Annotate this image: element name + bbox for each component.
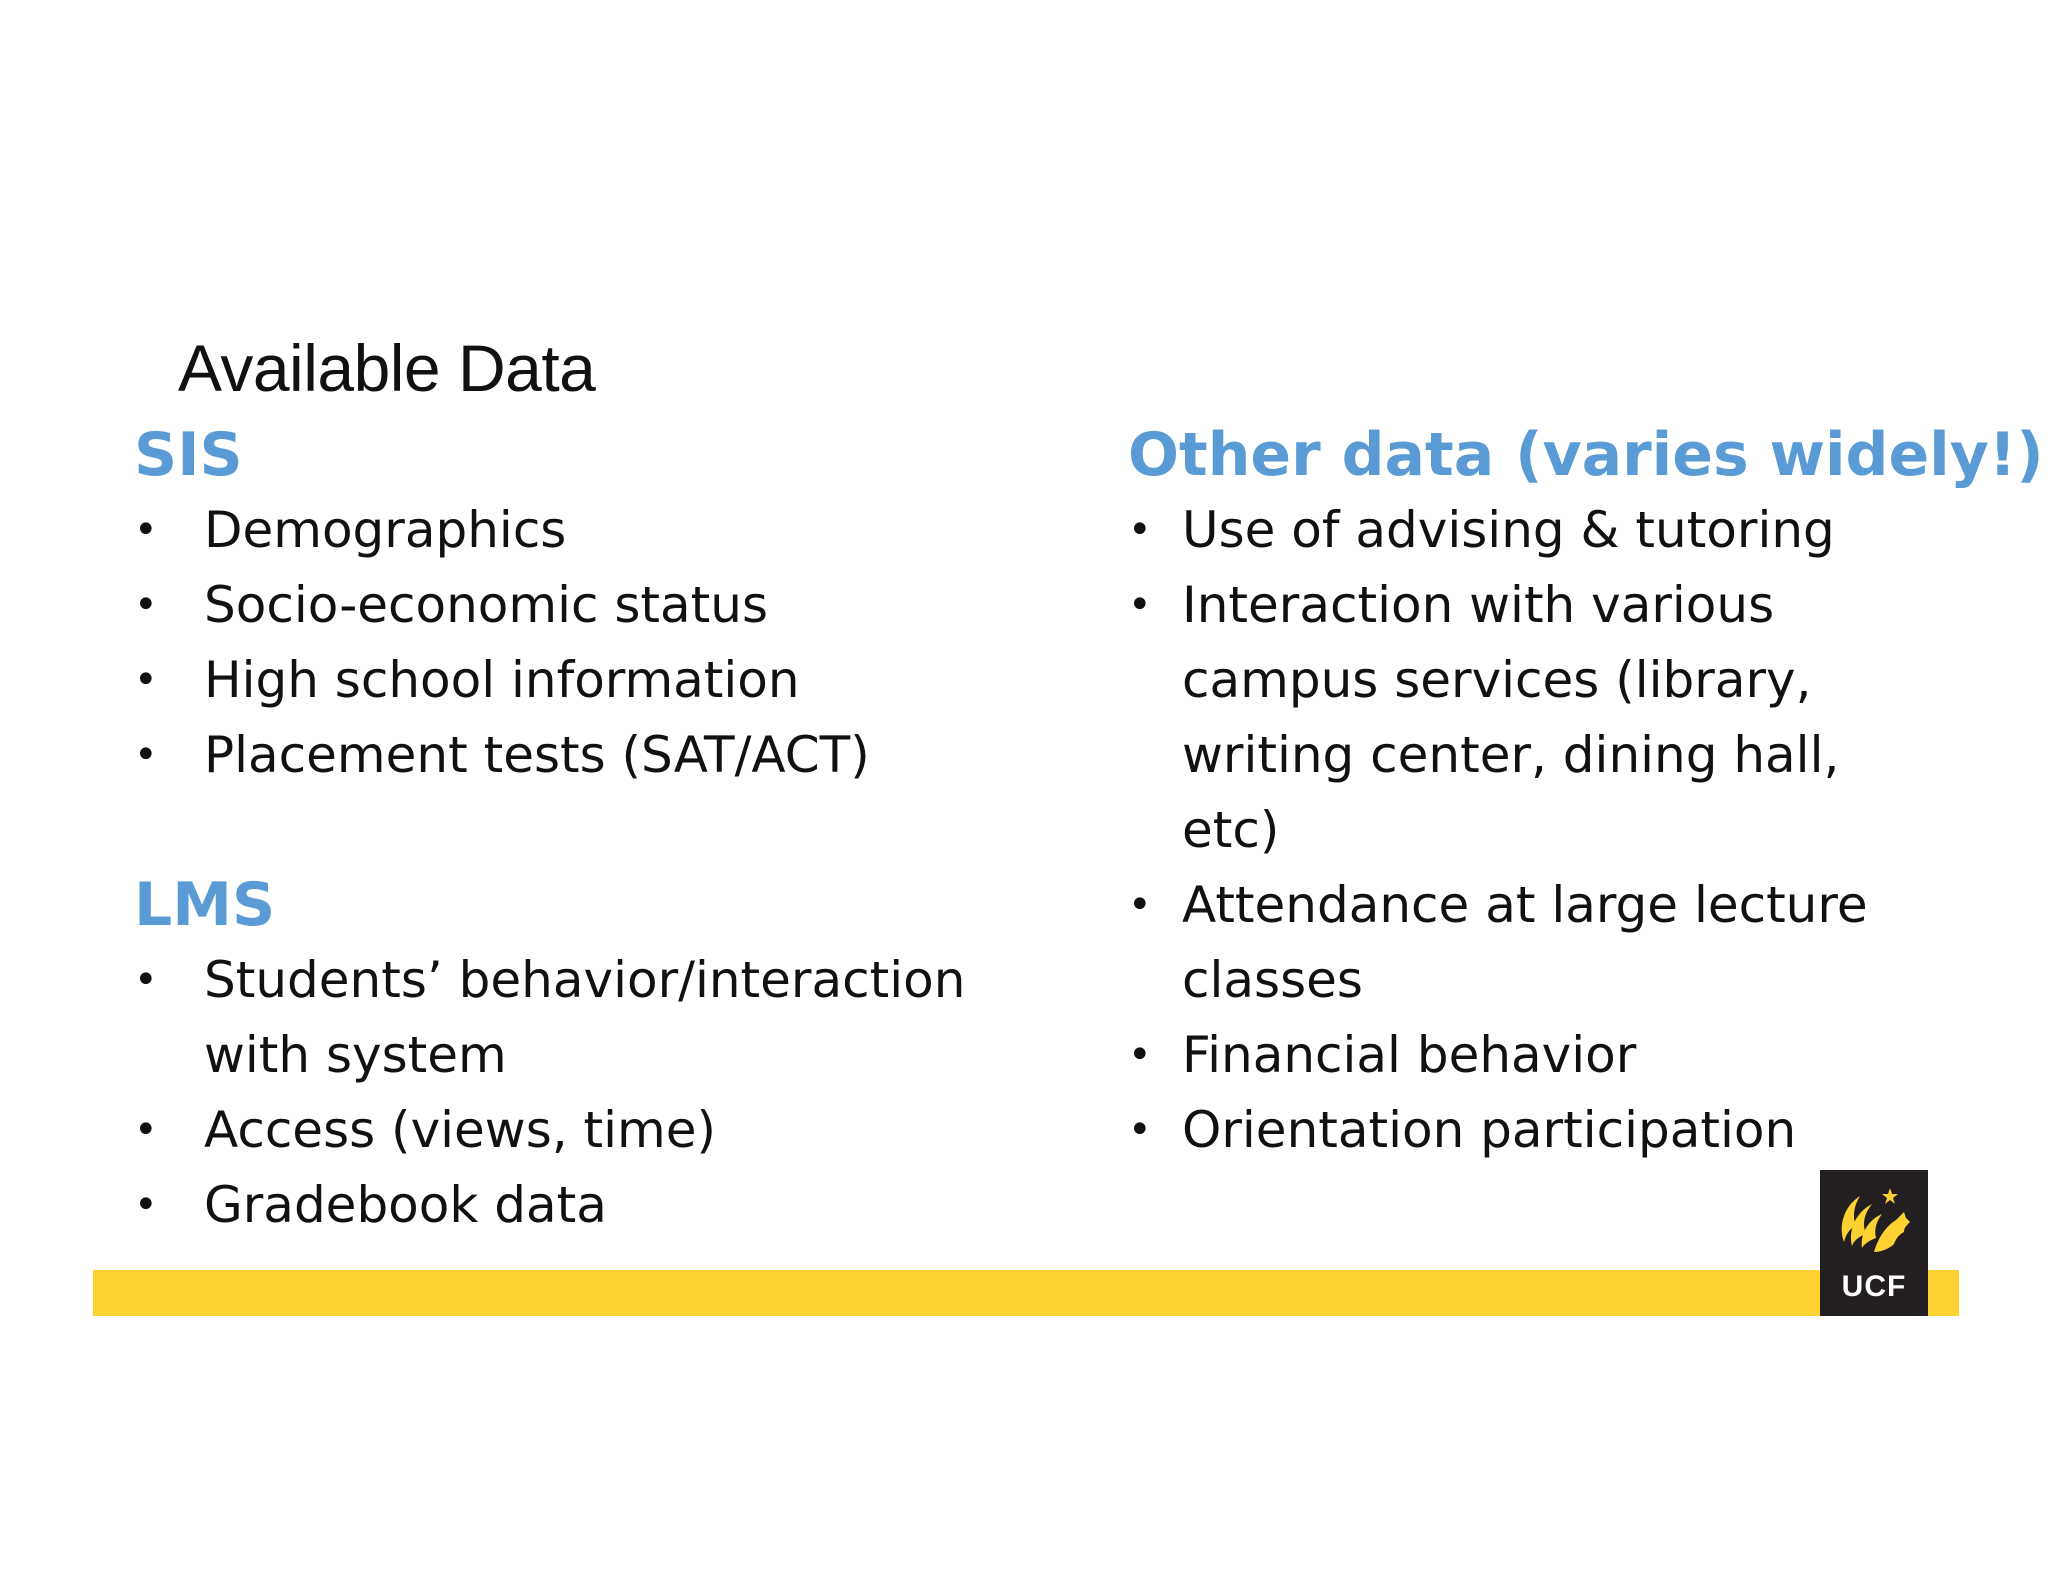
bullet-icon: • bbox=[134, 507, 158, 553]
list-item-line: Attendance at large lecture bbox=[1182, 876, 1868, 934]
bullet-icon: • bbox=[134, 1182, 158, 1228]
bullet-icon: • bbox=[1128, 1032, 1152, 1078]
list-item-line: Interaction with various bbox=[1182, 576, 1775, 634]
list-item bbox=[1128, 568, 1988, 868]
list-item bbox=[134, 643, 1084, 718]
list-item-line: Access (views, time) bbox=[204, 1101, 717, 1159]
list-item-line: etc) bbox=[1182, 801, 1280, 859]
bullet-icon: • bbox=[134, 957, 158, 1003]
lms-heading: LMS bbox=[134, 870, 276, 940]
list-item bbox=[1128, 868, 1988, 1018]
list-item-line: with system bbox=[204, 1026, 507, 1084]
logo-text: UCF bbox=[1841, 1270, 1907, 1303]
list-item bbox=[1128, 1093, 1988, 1168]
lms-list bbox=[134, 943, 1084, 1243]
list-item bbox=[134, 718, 1084, 793]
ucf-logo bbox=[1820, 1170, 1928, 1316]
slide-title: Available Data bbox=[178, 331, 596, 405]
list-item bbox=[1128, 1018, 1988, 1093]
sis-heading: SIS bbox=[134, 420, 243, 490]
footer-bar bbox=[93, 1270, 1959, 1316]
list-item-text: High school information bbox=[204, 651, 800, 709]
bullet-icon: • bbox=[1128, 882, 1152, 928]
sis-list bbox=[134, 493, 1084, 793]
list-item-line: Financial behavior bbox=[1182, 1026, 1637, 1084]
list-item bbox=[134, 943, 1084, 1093]
bullet-icon: • bbox=[1128, 1107, 1152, 1153]
bullet-icon: • bbox=[134, 657, 158, 703]
other-data-heading: Other data (varies widely!) bbox=[1128, 420, 2044, 490]
list-item bbox=[134, 493, 1084, 568]
bullet-icon: • bbox=[134, 732, 158, 778]
list-item bbox=[134, 1168, 1084, 1243]
list-item-line: writing center, dining hall, bbox=[1182, 726, 1840, 784]
list-item-line: Orientation participation bbox=[1182, 1101, 1797, 1159]
list-item-line: classes bbox=[1182, 951, 1363, 1009]
right-column bbox=[1128, 418, 2044, 1168]
list-item-line: Students’ behavior/interaction bbox=[204, 951, 966, 1009]
pegasus-icon bbox=[1834, 1182, 1914, 1266]
list-item-text: Demographics bbox=[204, 501, 567, 559]
list-item-line: Use of advising & tutoring bbox=[1182, 501, 1835, 559]
bullet-icon: • bbox=[134, 1107, 158, 1153]
bullet-icon: • bbox=[1128, 507, 1152, 553]
list-item-line: Gradebook data bbox=[204, 1176, 607, 1234]
list-item-text: Placement tests (SAT/ACT) bbox=[204, 726, 870, 784]
list-item bbox=[1128, 493, 1988, 568]
bullet-icon: • bbox=[1128, 582, 1152, 628]
list-item-text: Socio-economic status bbox=[204, 576, 769, 634]
list-item bbox=[134, 1093, 1084, 1168]
left-column bbox=[134, 418, 1084, 1243]
list-item bbox=[134, 568, 1084, 643]
other-data-list bbox=[1128, 493, 1988, 1168]
bullet-icon: • bbox=[134, 582, 158, 628]
list-item-line: campus services (library, bbox=[1182, 651, 1812, 709]
